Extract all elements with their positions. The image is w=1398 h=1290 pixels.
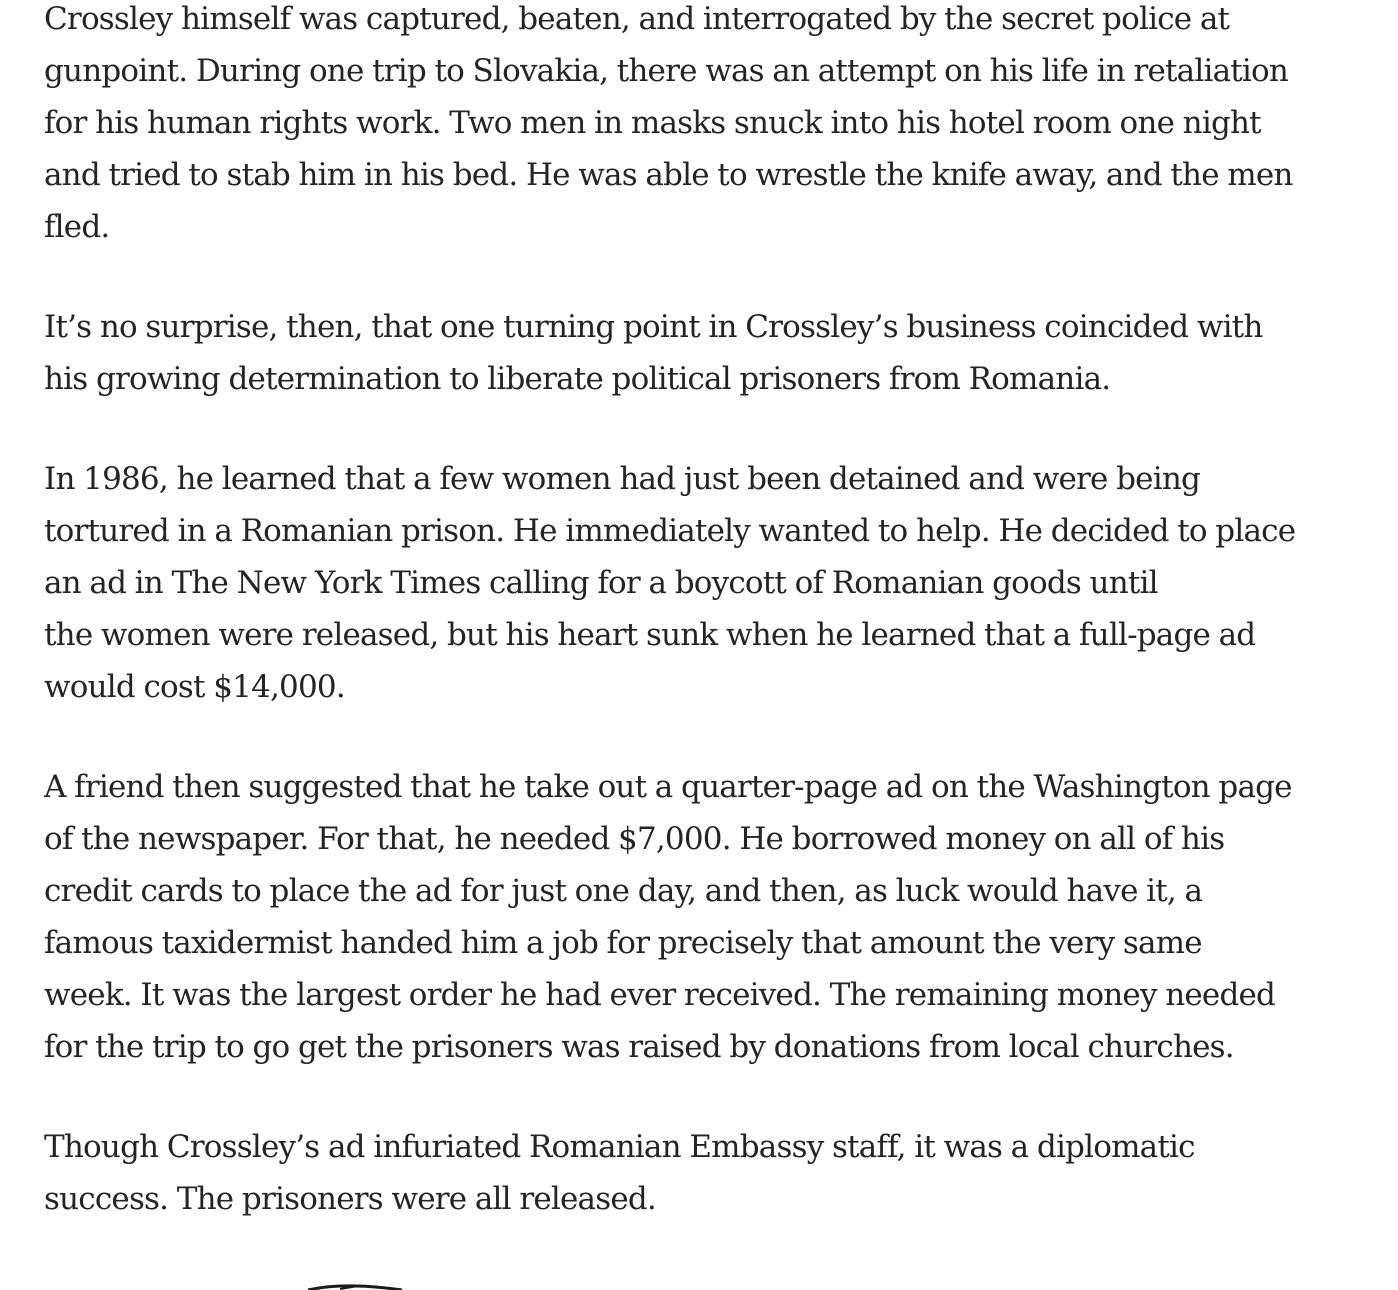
paragraph-5 [44, 1121, 1294, 1225]
paragraph-line: his growing determination to liberate political prisoners from Romania. [44, 361, 1111, 397]
paragraph-line: an ad in The New York Times calling for a boycott of Romanian goods until [44, 565, 1158, 601]
paragraph-line: fled. [44, 209, 110, 245]
next-image-top-edge [300, 1283, 410, 1290]
paragraph-line: A friend then suggested that he take out a quarter-page ad on the Washington page [44, 769, 1292, 805]
image-fragment-graphic [300, 1283, 410, 1290]
paragraph-line: Though Crossley’s ad infuriated Romanian Embassy staff, it was a diplomatic [44, 1129, 1195, 1165]
paragraph-line: Crossley himself was captured, beaten, and interrogated by the secret police at [44, 1, 1230, 37]
paragraph-2 [44, 301, 1294, 405]
paragraph-line: gunpoint. During one trip to Slovakia, there was an attempt on his life in retaliation [44, 53, 1289, 89]
paragraph-line: famous taxidermist handed him a job for precisely that amount the very same [44, 925, 1202, 961]
paragraph-line: would cost $14,000. [44, 669, 345, 705]
paragraph-line: for his human rights work. Two men in masks snuck into his hotel room one night [44, 105, 1261, 141]
paragraph-line: week. It was the largest order he had ever received. The remaining money needed [44, 977, 1276, 1013]
paragraph-line: credit cards to place the ad for just one day, and then, as luck would have it, a [44, 873, 1203, 909]
paragraph-line: tortured in a Romanian prison. He immediately wanted to help. He decided to place [44, 513, 1296, 549]
paragraph-1 [44, 0, 1294, 253]
paragraph-4 [44, 761, 1294, 1073]
paragraph-3 [44, 453, 1294, 713]
paragraph-line: for the trip to go get the prisoners was raised by donations from local churches. [44, 1029, 1234, 1065]
paragraph-line: It’s no surprise, then, that one turning point in Crossley’s business coincided with [44, 309, 1263, 345]
paragraph-line: the women were released, but his heart sunk when he learned that a full-page ad [44, 617, 1256, 653]
article-body [44, 0, 1294, 1273]
paragraph-line: of the newspaper. For that, he needed $7,000. He borrowed money on all of his [44, 821, 1225, 857]
paragraph-line: and tried to stab him in his bed. He was able to wrestle the knife away, and the men [44, 157, 1293, 193]
paragraph-line: success. The prisoners were all released. [44, 1181, 656, 1217]
paragraph-line: In 1986, he learned that a few women had just been detained and were being [44, 461, 1201, 497]
